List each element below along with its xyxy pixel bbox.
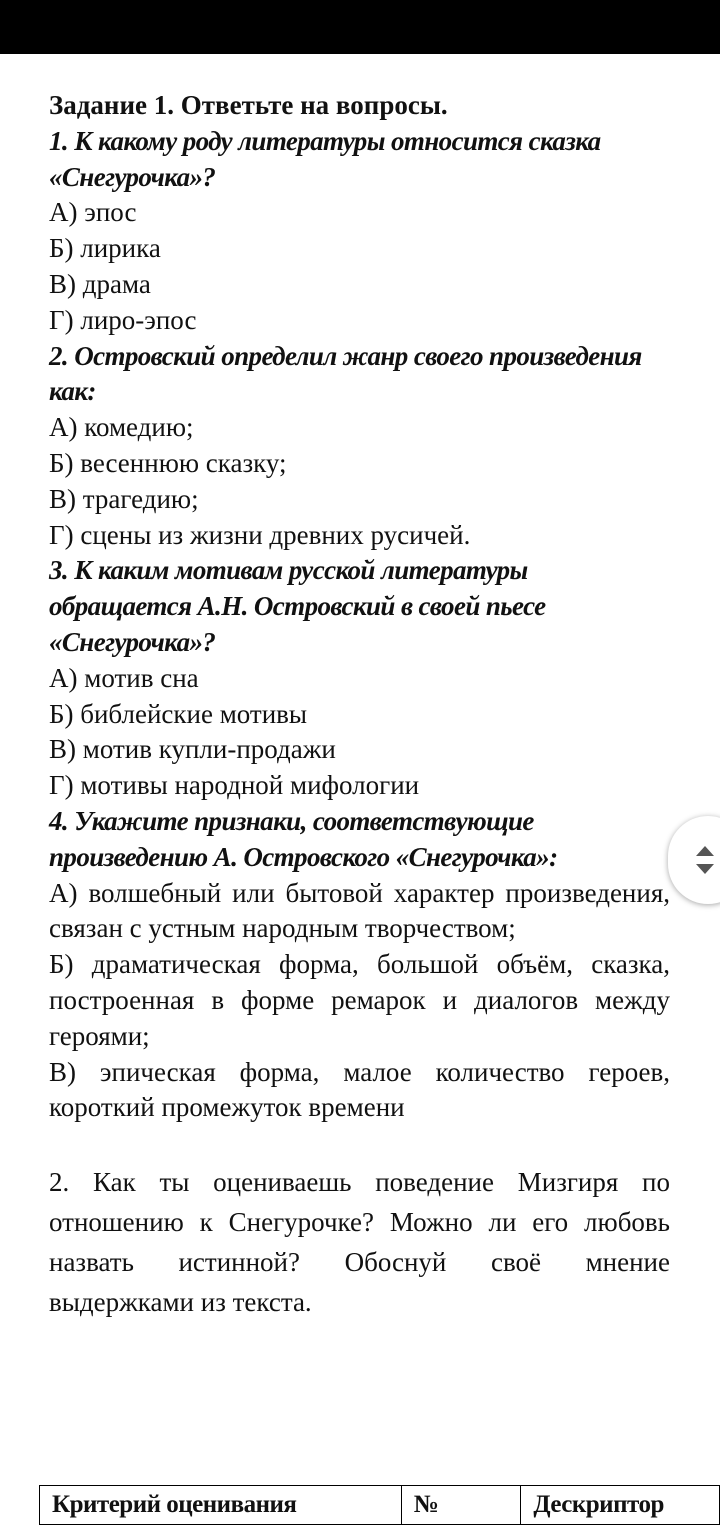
- document-content: [49, 88, 670, 1322]
- q3-option-c: В) мотив купли-продажи: [49, 734, 336, 765]
- q4-option-c: В) эпическая форма, малое количество героев, короткий промежуток времени: [49, 1056, 670, 1123]
- task-title: Задание 1. Ответьте на вопросы.: [49, 90, 448, 120]
- q3-option-b: Б) библейские мотивы: [49, 698, 308, 729]
- header-criterion: Критерий оценивания: [40, 1486, 402, 1525]
- q1-option-b: Б) лирика: [49, 233, 161, 264]
- q4-option-b: Б) драматическая форма, большой объём, сказка, построенная в форме ремарок и диалогов между героями;: [49, 949, 670, 1051]
- up-down-arrows-icon: [694, 844, 716, 876]
- header-descriptor: Дескриптор: [521, 1486, 720, 1525]
- q2-option-b: Б) весеннюю сказку;: [49, 447, 287, 478]
- q2-option-d: Г) сцены из жизни древних русичей.: [49, 519, 471, 550]
- top-status-bar: [0, 0, 720, 54]
- q4-option-a: А) волшебный или бытовой характер произведения, связан с устным народным творчеством;: [49, 877, 670, 944]
- question-2: 2. Островский определил жанр своего произведения как:: [49, 340, 642, 407]
- q1-option-d: Г) лиро-эпос: [49, 304, 197, 335]
- q1-option-c: В) драма: [49, 268, 151, 299]
- q3-option-a: А) мотив сна: [49, 662, 199, 693]
- q2-option-a: А) комедию;: [49, 412, 194, 443]
- question-3: 3. К каким мотивам русской литературы обращается А.Н. Островский в своей пьесе «Снегурочка»?: [49, 555, 546, 657]
- criteria-table: [39, 1485, 720, 1525]
- question-4: 4. Укажите признаки, соответствующие произведению А. Островского «Снегурочка»:: [49, 805, 558, 872]
- question-1: 1. К какому роду литературы относится сказка «Снегурочка»?: [49, 125, 601, 192]
- q2-option-c: В) трагедию;: [49, 483, 199, 514]
- scroll-handle[interactable]: [668, 816, 720, 904]
- q1-option-a: А) эпос: [49, 197, 137, 228]
- task-2-text: 2. Как ты оцениваешь поведение Мизгиря по отношению к Снегурочке? Можно ли его любовь назвать истинной? Обоснуй своё мнение выдержками из текста.: [49, 1167, 670, 1318]
- table-header-row: [40, 1486, 720, 1525]
- q3-option-d: Г) мотивы народной мифологии: [49, 770, 420, 801]
- header-number: №: [401, 1486, 521, 1525]
